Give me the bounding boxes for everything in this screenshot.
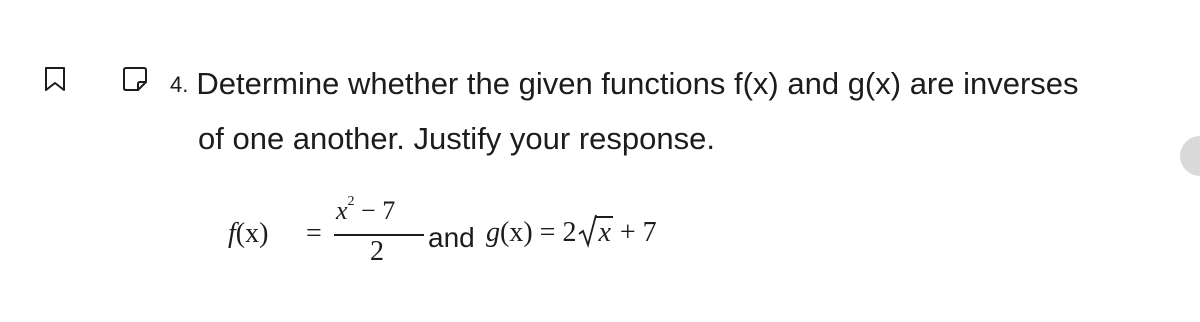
g-arg: (x) bbox=[500, 217, 533, 248]
radicand: x bbox=[598, 217, 611, 248]
fraction-numerator bbox=[336, 196, 395, 226]
question-line-2: of one another. Justify your response. bbox=[198, 121, 715, 156]
question-line-1: Determine whether the given functions f(x) and g(x) are inverses bbox=[196, 66, 1079, 101]
g-name: g bbox=[486, 217, 500, 248]
g-equals: = 2 bbox=[532, 217, 577, 248]
equals-sign: = bbox=[306, 218, 322, 249]
fraction bbox=[330, 194, 426, 280]
square-root bbox=[578, 216, 612, 249]
scroll-indicator[interactable] bbox=[1180, 136, 1200, 176]
f-of-x bbox=[228, 218, 268, 250]
note-icon[interactable] bbox=[122, 66, 148, 92]
numerator-variable: x bbox=[336, 196, 348, 225]
radical-sign-icon bbox=[578, 214, 598, 248]
numerator-rest: − 7 bbox=[354, 196, 396, 225]
f-name: f bbox=[228, 218, 236, 249]
question-text bbox=[170, 58, 1180, 165]
g-of-x bbox=[486, 216, 657, 249]
bookmark-icon[interactable] bbox=[44, 66, 66, 92]
and-connector: and bbox=[428, 222, 475, 253]
fraction-denominator: 2 bbox=[370, 236, 384, 267]
g-rest: + 7 bbox=[612, 217, 657, 248]
numerator-exponent: 2 bbox=[347, 194, 355, 210]
f-arg: (x) bbox=[235, 218, 269, 249]
question-number: 4. bbox=[170, 72, 189, 97]
